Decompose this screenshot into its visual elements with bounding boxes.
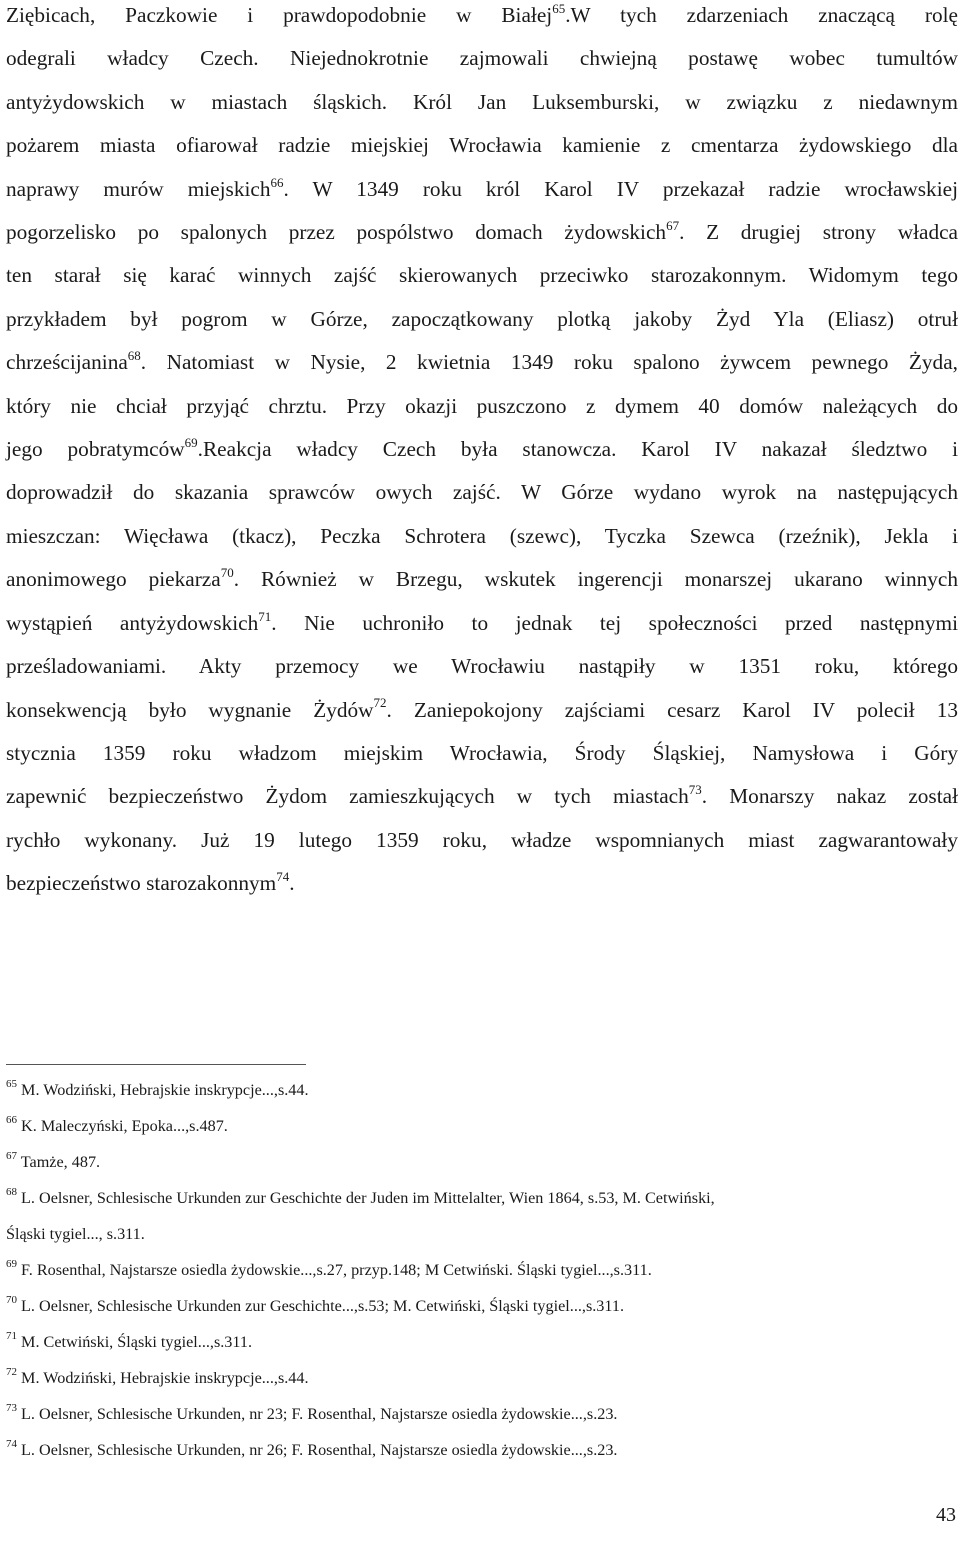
footnote-number: 69 [6,1257,17,1270]
footnote-70 [6,1288,958,1324]
text-segment: . Natomiast w Nysie, 2 kwietnia 1349 roku spalono żywcem pewnego Żyda, [140,350,958,375]
footnote-number: 71 [6,1329,17,1342]
text-line [6,775,958,818]
footnote-text: L. Oelsner, Schlesische Urkunden zur Geschichte...,s.53; M. Cetwiński, Śląski tygiel...,s.311. [21,1297,625,1315]
footnote-number: 70 [6,1293,17,1306]
footnote-ref-70[interactable]: 70 [220,565,234,581]
footnote-ref-68[interactable]: 68 [127,348,141,364]
text-segment: . Monarszy nakaz został [701,784,959,809]
footnote-68 [6,1180,958,1216]
text-line [6,862,958,905]
footnote-text: L. Oelsner, Schlesische Urkunden zur Geschichte der Juden im Mittelalter, Wien 1864, s.53, M. Cetwiński, [21,1189,715,1207]
text-line: pożarem miasta ofiarował radzie miejskiej Wrocławia kamienie z cmentarza żydowskiego dla [6,133,958,158]
footnote-number: 73 [6,1401,17,1414]
text-segment: .W tych zdarzeniach znaczącą rolę [565,3,958,27]
footnote-text: Tamże, 487. [20,1153,101,1171]
footnote-text: L. Oelsner, Schlesische Urkunden, nr 26; F. Rosenthal, Najstarsze osiedla żydowskie...,s.23. [21,1441,618,1459]
text-segment: anonimowego piekarza [6,567,221,592]
text-line: ten starał się karać winnych zajść skierowanych przeciwko starozakonnym. Widomym tego [6,263,958,288]
footnote-ref-66[interactable]: 66 [270,174,284,190]
footnote-ref-72[interactable]: 72 [373,695,387,711]
footnote-number: 66 [6,1113,17,1126]
footnote-text: K. Maleczyński, Epoka...,s.487. [21,1117,228,1135]
text-segment: konsekwencją było wygnanie Żydów [6,697,374,722]
footnote-ref-73[interactable]: 73 [688,782,702,798]
text-segment: . Zaniepokojony zajściami cesarz Karol IV polecił 13 [386,697,958,722]
footnote-68-continuation: Śląski tygiel..., s.311. [6,1225,145,1243]
text-segment: . [289,871,295,896]
footnote-separator [6,1064,306,1065]
footnote-67 [6,1144,958,1180]
footnote-74 [6,1432,958,1468]
footnotes [6,1072,958,1468]
text-segment: . W 1349 roku król Karol IV przekazał radzie wrocławskiej [283,176,958,201]
text-line: prześladowaniami. Akty przemocy we Wrocławiu nastąpiły w 1351 roku, którego [6,654,958,679]
footnote-text: M. Wodziński, Hebrajskie inskrypcje...,s.44. [17,1081,309,1099]
text-line [6,602,958,645]
text-line: przykładem był pogrom w Górze, zapoczątkowany plotką jakoby Żyd Yla (Eliasz) otruł [6,306,958,331]
text-line [6,0,958,37]
page-number: 43 [936,1504,956,1526]
text-line [6,211,958,254]
text-line: odegrali władcy Czech. Niejednokrotnie zajmowali chwiejną postawę wobec tumultów [6,46,958,71]
text-segment: bezpieczeństwo starozakonnym [6,871,277,896]
text-segment: pogorzelisko po spalonych przez pospólstwo domach żydowskich [6,220,667,245]
text-line [6,341,958,384]
footnote-text: L. Oelsner, Schlesische Urkunden, nr 23; F. Rosenthal, Najstarsze osiedla żydowskie...,s.23. [21,1405,618,1423]
footnote-ref-67[interactable]: 67 [666,217,680,233]
text-segment: . Z drugiej strony władca [679,220,959,245]
footnote-69 [6,1252,958,1288]
footnote-73 [6,1396,958,1432]
text-line: mieszczan: Więcława (tkacz), Peczka Schrotera (szewc), Tyczka Szewca (rzeźnik), Jekla i [6,523,958,548]
text-line: doprowadził do skazania sprawców owych zajść. W Górze wydano wyrok na następujących [6,480,958,505]
body-paragraph [6,0,958,906]
footnote-number: 74 [6,1437,17,1450]
footnote-ref-65[interactable]: 65 [552,0,566,16]
text-segment: .Reakcja władcy Czech była stanowcza. Karol IV nakazał śledztwo i [197,437,958,462]
footnote-number: 72 [6,1365,17,1378]
text-line [6,428,958,471]
footnote-text: F. Rosenthal, Najstarsze osiedla żydowskie...,s.27, przyp.148; M Cetwiński. Śląski tygiel...,s.311. [21,1261,652,1279]
text-segment: jego pobratymców [6,437,185,462]
footnote-66 [6,1108,958,1144]
text-line: który nie chciał przyjąć chrztu. Przy okazji puszczono z dymem 40 domów należących do [6,393,958,418]
footnote-ref-74[interactable]: 74 [276,869,290,885]
footnote-ref-69[interactable]: 69 [184,434,198,450]
text-line: rychło wykonany. Już 19 lutego 1359 roku, władze wspomnianych miast zagwarantowały [6,827,958,852]
text-segment: Ziębicach, Paczkowie i prawdopodobnie w Białej [6,3,553,27]
text-line [6,558,958,601]
footnote-text: M. Wodziński, Hebrajskie inskrypcje...,s.44. [21,1369,309,1387]
text-line [6,168,958,211]
footnote-71 [6,1324,958,1360]
text-segment: naprawy murów miejskich [6,176,271,201]
footnote-number: 65 [6,1077,17,1090]
footnote-number: 67 [6,1149,17,1162]
footnote-72 [6,1360,958,1396]
text-line: antyżydowskich w miastach śląskich. Król Jan Luksemburski, w związku z niedawnym [6,89,958,114]
footnote-text: M. Cetwiński, Śląski tygiel...,s.311. [21,1333,253,1351]
text-segment: . Nie uchroniło to jednak tej społeczności przed następnymi [271,610,959,635]
footnote-ref-71[interactable]: 71 [258,608,272,624]
footnote-number: 68 [6,1185,17,1198]
text-segment: chrześcijanina [6,350,128,375]
text-segment: wystąpień antyżydowskich [6,610,259,635]
text-segment: zapewnić bezpieczeństwo Żydom zamieszkujących w tych miastach [6,784,689,809]
text-line: stycznia 1359 roku władzom miejskim Wrocławia, Środy Śląskiej, Namysłowa i Góry [6,740,958,765]
footnote-65 [6,1072,958,1108]
text-line [6,689,958,732]
text-segment: . Również w Brzegu, wskutek ingerencji monarszej ukarano winnych [233,567,958,592]
